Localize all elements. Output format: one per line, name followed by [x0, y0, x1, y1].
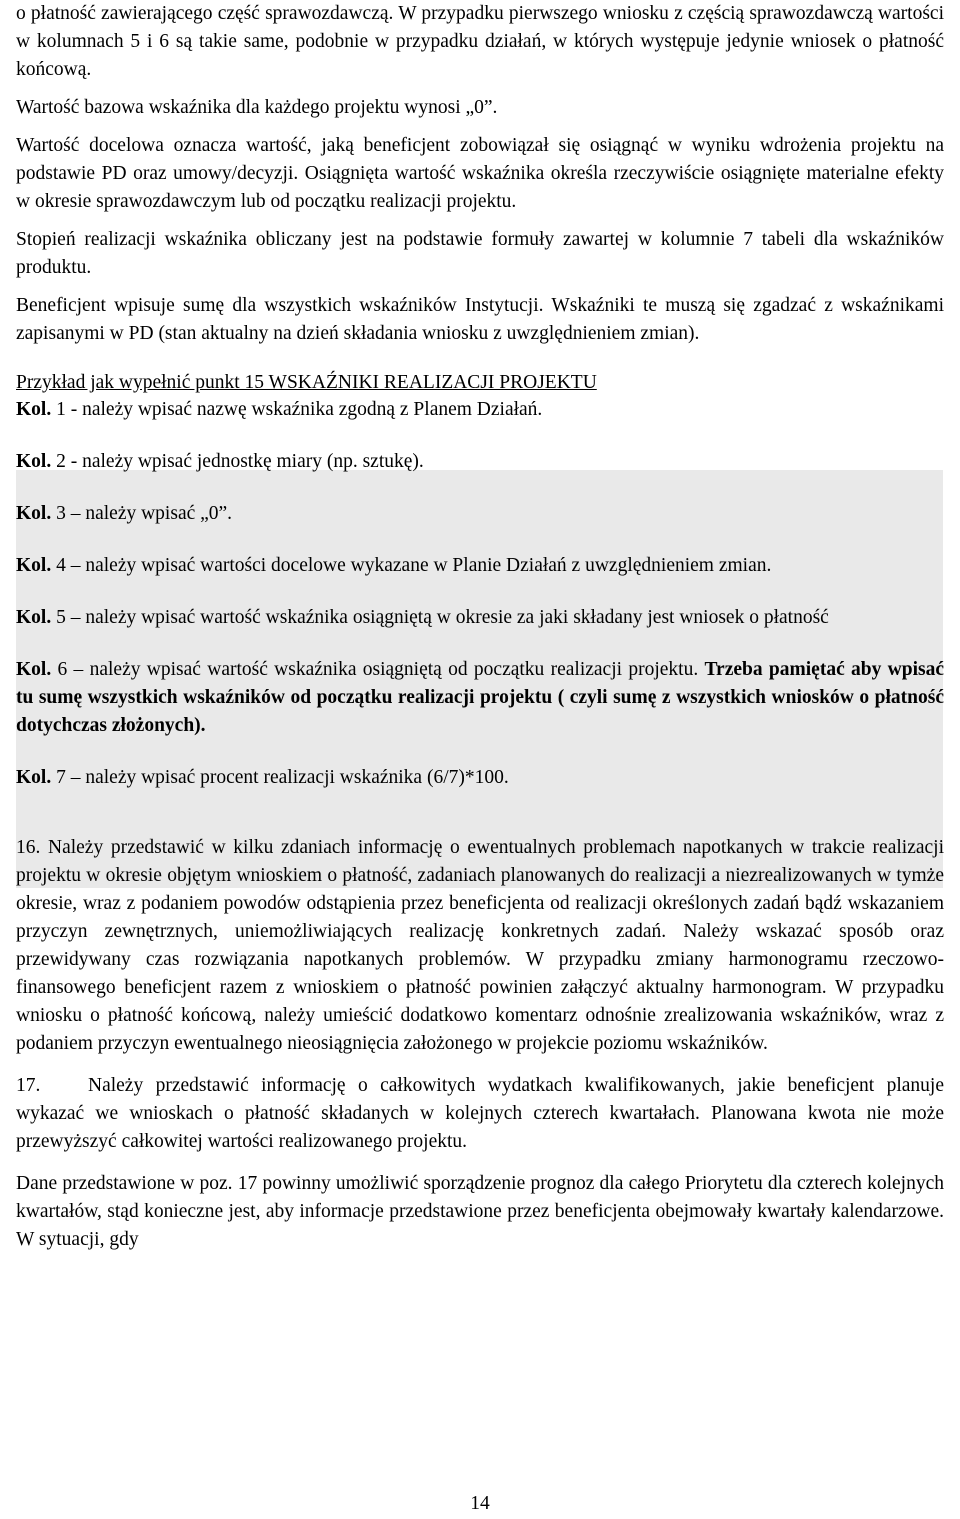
kol-number: 1 [56, 399, 66, 420]
paragraph-17 [16, 1072, 944, 1156]
paragraph-beneficiary-sum: Beneficjent wpisuje sumę dla wszystkich wskaźników Instytucji. Wskaźniki te muszą się zgadzać z wskaźnikami zapisanymi w PD (stan aktualny na dzień składania wniosku z uwzględnieniem zmian). [16, 295, 944, 344]
kol-item-2 [16, 448, 944, 476]
kol-number: 4 [56, 555, 66, 576]
kol-text: – należy wpisać wartość wskaźnika osiągniętą od początku realizacji projektu. [67, 659, 705, 680]
paragraph-17-text: Należy przedstawić informację o całkowitych wydatkach kwalifikowanych, jakie beneficjent planuje wykazać we wnioskach o płatność składanych w kolejnych czterech kwartałach. Planowana kwota nie może przewyższyć całkowitej wartości realizowanego projektu. [16, 1075, 944, 1152]
paragraph-realization-degree: Stopień realizacji wskaźnika obliczany jest na podstawie formuły zawartej w kolumnie 7 tabeli dla wskaźników produktu. [16, 229, 944, 278]
kol-label: Kol. [16, 555, 52, 576]
kol-number: 2 [56, 451, 66, 472]
kol-label: Kol. [16, 503, 52, 524]
kol-bold-note: Trzeba pamiętać aby wpisać tu sumę wszystkich wskaźników od początku realizacji projektu ( czyli sumę z wszystkich wniosków o płatność dotychczas złożonych). [16, 659, 945, 736]
kol-text: – należy wpisać procent realizacji wskaźnika (6/7)*100. [65, 767, 509, 788]
kol-number: 6 [57, 659, 68, 680]
kol-text: - należy wpisać jednostkę miary (np. sztukę). [65, 451, 424, 472]
paragraph-target-value: Wartość docelowa oznacza wartość, jaką beneficjent zobowiązał się osiągnąć w wyniku wdrożenia projektu na podstawie PD oraz umowy/decyzji. Osiągnięta wartość wskaźnika określa rzeczywiście osiągnięte materialne efekty w okresie sprawozdawczym lub od początku realizacji projektu. [16, 135, 944, 212]
kol-label: Kol. [16, 767, 52, 788]
kol-number: 7 [56, 767, 66, 788]
kol-item-5 [16, 604, 944, 632]
example-heading: Przykład jak wypełnić punkt 15 WSKAŹNIKI REALIZACJI PROJEKTU [16, 372, 597, 393]
kol-number: 3 [56, 503, 66, 524]
paragraph-intro: o płatność zawierającego część sprawozdawczą. W przypadku pierwszego wniosku z częścią sprawozdawczą wartości w kolumnach 5 i 6 są takie same, podobnie w przypadku działań, w których występuje jedynie wniosek o płatność końcową. [16, 3, 944, 80]
kol-text: – należy wpisać wartości docelowe wykazane w Planie Działań z uwzględnieniem zmian. [65, 555, 772, 576]
paragraph-forecast: Dane przedstawione w poz. 17 powinny umożliwić sporządzenie prognoz dla całego Priorytetu dla czterech kolejnych kwartałów, stąd konieczne jest, aby informacje przedstawione przez beneficjenta obejmowały kwartały kalendarzowe. W sytuacji, gdy [16, 1173, 944, 1250]
kol-list [16, 396, 944, 792]
kol-label: Kol. [16, 659, 52, 680]
kol-item-4 [16, 552, 944, 580]
kol-label: Kol. [16, 607, 52, 628]
paragraph-base-value: Wartość bazowa wskaźnika dla każdego projektu wynosi „0”. [16, 97, 498, 118]
page-number: 14 [470, 1493, 490, 1514]
document-page [16, 0, 944, 1254]
kol-number: 5 [56, 607, 66, 628]
kol-item-1 [16, 396, 944, 424]
kol-label: Kol. [16, 451, 52, 472]
paragraph-17-number: 17. [16, 1075, 41, 1096]
kol-item-6 [16, 656, 944, 740]
kol-text: – należy wpisać „0”. [65, 503, 233, 524]
kol-text: – należy wpisać wartość wskaźnika osiągniętą w okresie za jaki składany jest wniosek o płatność [65, 607, 829, 628]
paragraph-16: 16. Należy przedstawić w kilku zdaniach informację o ewentualnych problemach napotkanych w trakcie realizacji projektu w okresie objętym wnioskiem o płatność, zadaniach planowanych do realizacji a niezrealizowanych w tymże okresie, wraz z podaniem powodów odstąpienia przez beneficjenta od realizacji określonych zadań bądź wskazaniem przyczyn zewnętrznych, uniemożliwiających realizację konkretnych zadań. Należy wskazać sposób oraz przewidywany czas rozwiązania napotkanych problemów. W przypadku zmiany harmonogramu rzeczowo-finansowego beneficjent razem z wnioskiem o płatność powinien załączyć aktualny harmonogram. W przypadku wniosku o płatność końcową, należy umieścić dodatkowo komentarz odnośnie zrealizowania wskaźników, wraz z podaniem przyczyn ewentualnego nieosiągnięcia założonego w projekcie poziomu wskaźników. [16, 837, 944, 1054]
kol-text: - należy wpisać nazwę wskaźnika zgodną z Planem Działań. [65, 399, 543, 420]
kol-label: Kol. [16, 399, 52, 420]
kol-item-7 [16, 764, 944, 792]
kol-item-3 [16, 500, 944, 528]
